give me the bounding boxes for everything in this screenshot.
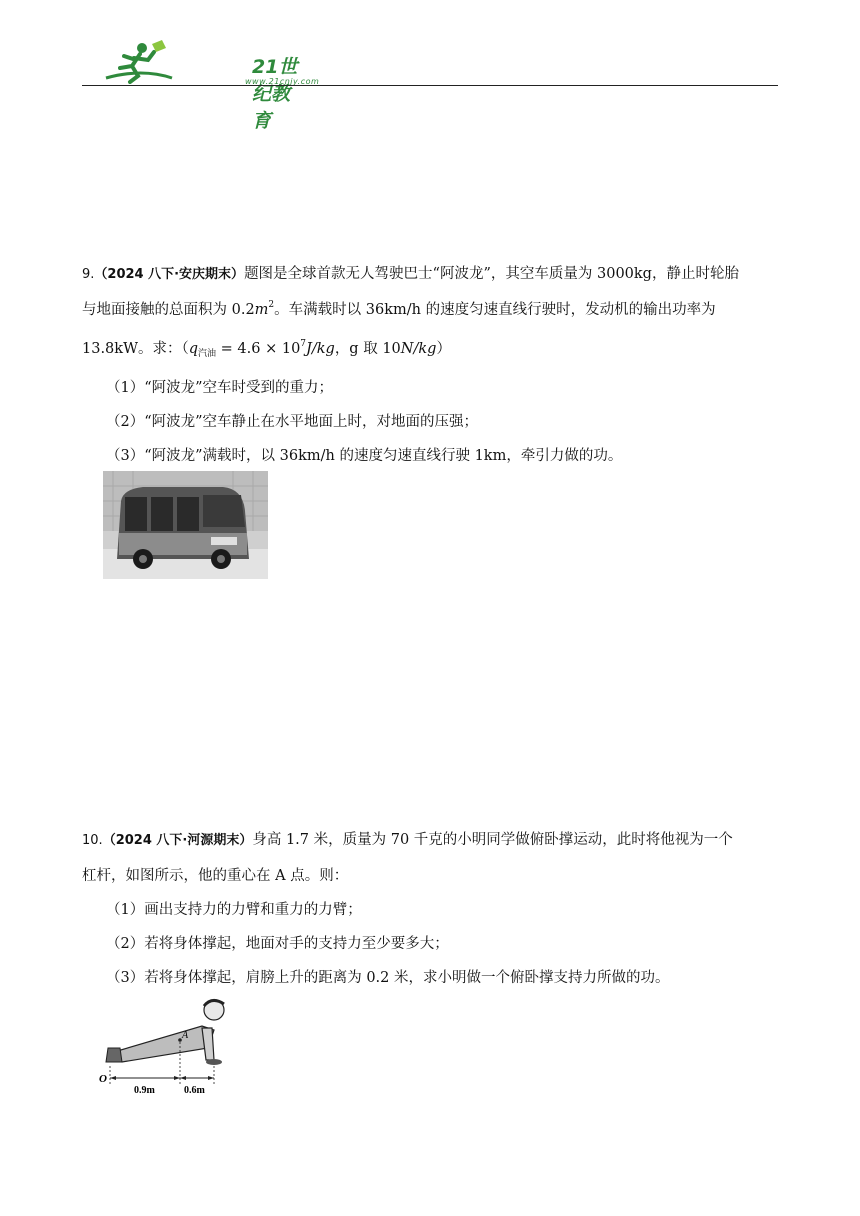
dimension-2: 0.6m bbox=[184, 1085, 205, 1096]
q9-line-2 bbox=[82, 298, 716, 319]
pushup-figure bbox=[96, 990, 246, 1100]
area-exponent: 2 bbox=[268, 300, 275, 310]
q-subscript: 汽油 bbox=[198, 349, 217, 359]
q9-text-2a: 与地面接触的总面积为 bbox=[82, 302, 232, 318]
bus-photo bbox=[103, 471, 268, 579]
q9-text-2b: 。车满载时以 36km/h 的速度匀速直线行驶时，发动机的输出功率为 bbox=[274, 302, 716, 318]
q10-sub-2: （2）若将身体撑起，地面对手的支持力至少要多大； bbox=[106, 936, 449, 952]
q10-number: 10. bbox=[82, 833, 103, 848]
q9-text-3a: 13.8kW。求：（ bbox=[82, 341, 189, 357]
q9-sub-2: （2）“阿波龙”空车静止在水平地面上时，对地面的压强； bbox=[106, 414, 479, 430]
q-equation: = 4.6 × 10 bbox=[216, 341, 301, 357]
label-O: O bbox=[99, 1073, 107, 1085]
q9-line-3 bbox=[82, 337, 451, 359]
q10-sub-3: （3）若将身体撑起，肩膀上升的距离为 0.2 米，求小明做一个俯卧撑支持力所做的功。 bbox=[106, 970, 670, 986]
q9-sub-1: （1）“阿波龙”空车时受到的重力； bbox=[106, 380, 334, 396]
q9-number: 9. bbox=[82, 267, 95, 282]
area-value: 0.2 bbox=[231, 302, 255, 318]
q10-line-2: 杠杆，如图所示，他的重心在 A 点。则： bbox=[82, 868, 349, 884]
g-text: ，g 取 bbox=[334, 341, 383, 357]
q9-source: （2024 八下·安庆期末） bbox=[94, 267, 245, 282]
logo bbox=[102, 38, 320, 132]
q10-text-1: 身高 1.7 米，质量为 70 千克的小明同学做俯卧撑运动，此时将他视为一个 bbox=[252, 832, 733, 848]
q10-sub-1: （1）画出支持力的力臂和重力的力臂； bbox=[106, 902, 362, 918]
header-divider bbox=[82, 85, 778, 86]
q-symbol: q bbox=[188, 341, 199, 357]
g-value: 10 bbox=[382, 341, 401, 357]
page-header bbox=[82, 38, 778, 132]
q9-sub-3: （3）“阿波龙”满载时，以 36km/h 的速度匀速直线行驶 1km，牵引力做的功。 bbox=[106, 448, 623, 464]
q9-text-1: 题图是全球首款无人驾驶巴士“阿波龙”，其空车质量为 3000kg，静止时轮胎 bbox=[244, 266, 739, 282]
q-unit: J/kg bbox=[306, 341, 335, 357]
g-unit: N/kg bbox=[400, 341, 437, 357]
dimension-1: 0.9m bbox=[134, 1085, 155, 1096]
q10-line-1 bbox=[82, 828, 733, 849]
runner-logo-icon bbox=[102, 38, 242, 84]
q-exponent: 7 bbox=[300, 339, 307, 349]
q9-text-3-end: ） bbox=[436, 341, 451, 357]
q10-source: （2024 八下·河源期末） bbox=[102, 833, 253, 848]
label-A: A bbox=[182, 1030, 189, 1041]
q9-line-1 bbox=[82, 262, 739, 283]
area-unit: m bbox=[254, 302, 269, 318]
logo-url: www.21cnjy.com bbox=[245, 77, 320, 86]
logo-text: 21世纪教育 bbox=[252, 56, 298, 132]
